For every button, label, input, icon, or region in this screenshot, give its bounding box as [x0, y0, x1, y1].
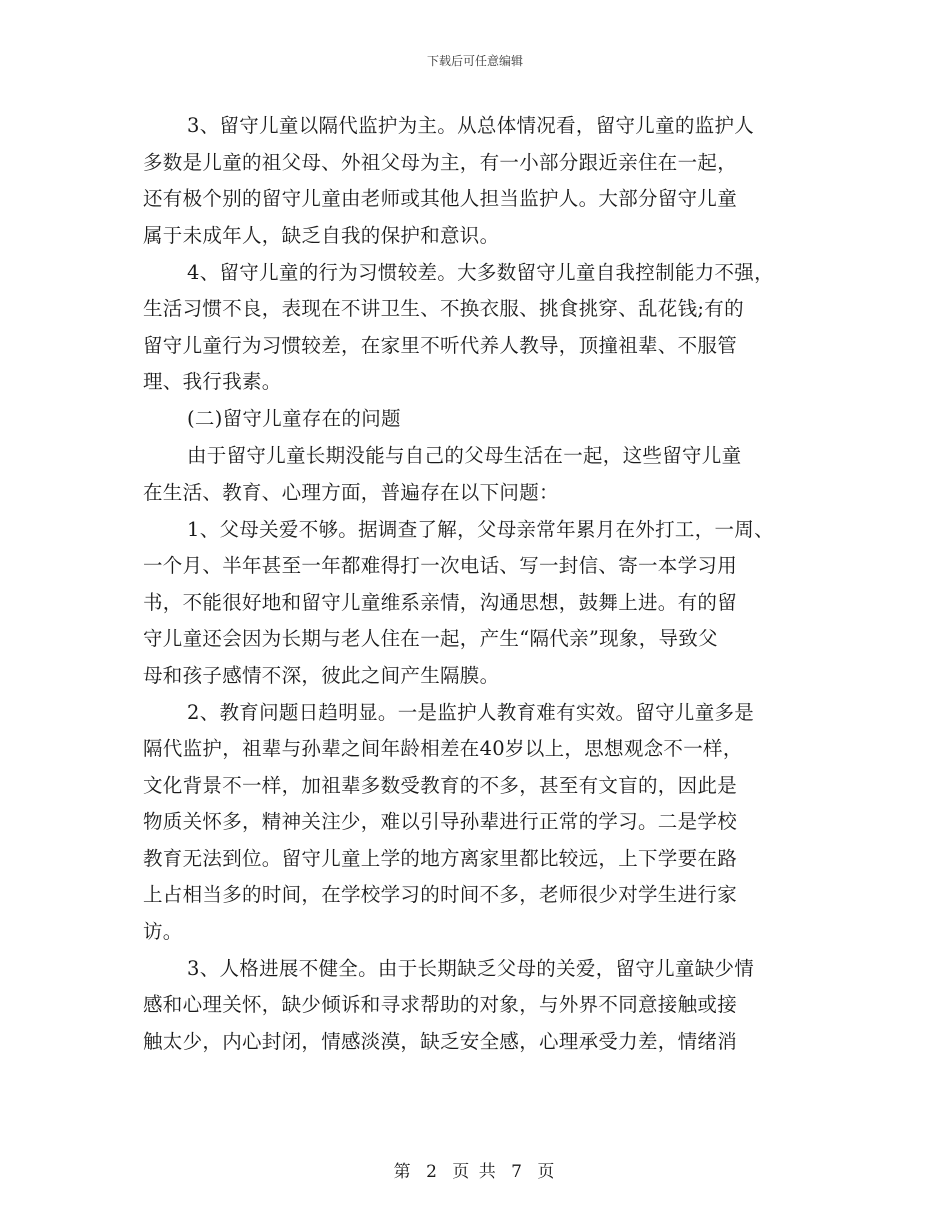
paragraph — [143, 951, 833, 1061]
paragraph — [143, 438, 833, 511]
text-line: 属于未成年人，缺乏自我的保护和意识。 — [143, 223, 500, 247]
text-line: 触太少，内心封闭，情感淡漠，缺乏安全感，心理承受力差，情绪消 — [143, 1029, 738, 1053]
text-line: 还有极个别的留守儿童由老师或其他人担当监护人。大部分留守儿童 — [143, 187, 738, 210]
text-line: 3、留守儿童以隔代监护为主。从总体情况看，留守儿童的监护人 — [187, 114, 755, 137]
text-line: 3、人格进展不健全。由于长期缺乏父母的关爱，留守儿童缺少情 — [187, 956, 755, 980]
text-line: 上占相当多的时间，在学校学习的时间不多，老师很少对学生进行家 — [143, 883, 738, 906]
page-label: 第 — [393, 1162, 413, 1182]
text-line: 教育无法到位。留守儿童上学的地方离家里都比较远，上下学要在路 — [143, 846, 738, 870]
text-line: 守儿童还会因为长期与老人住在一起，产生“隔代亲”现象，导致父 — [143, 627, 718, 650]
text-line: 生活习惯不良，表现在不讲卫生、不换衣服、挑食挑穿、乱花钱;有的 — [143, 297, 744, 320]
current-page-number: 2 — [426, 1162, 439, 1182]
total-pages-number: 7 — [511, 1162, 524, 1182]
text-line: 文化背景不一样，加祖辈多数受教育的不多，甚至有文盲的，因此是 — [143, 773, 738, 797]
page-end-label: 页 — [537, 1162, 557, 1182]
text-line: 理、我行我素。 — [143, 370, 282, 393]
document-body — [143, 108, 833, 1061]
text-line: 书，不能很好地和留守儿童维系亲情，沟通思想，鼓舞上进。有的留 — [143, 590, 738, 614]
text-line: 在生活、教育、心理方面，普遍存在以下问题： — [143, 480, 559, 504]
text-line: 感和心理关怀，缺少倾诉和寻求帮助的对象，与外界不同意接触或接 — [143, 993, 738, 1016]
text-line: 由于留守儿童长期没能与自己的父母生活在一起，这些留守儿童 — [187, 444, 742, 467]
text-line: 多数是儿童的祖父母、外祖父母为主，有一小部分跟近亲住在一起， — [143, 150, 738, 174]
page-of-label: 页 共 — [452, 1162, 498, 1182]
text-line: 一个月、半年甚至一年都难得打一次电话、写一封信、寄一本学习用 — [143, 554, 738, 577]
text-line: 1、父母关爱不够。据调查了解，父母亲常年累月在外打工，一周、 — [187, 517, 774, 541]
text-line: 4、留守儿童的行为习惯较差。大多数留守儿童自我控制能力不强， — [187, 260, 774, 284]
page-footer — [0, 1157, 950, 1182]
paragraph — [143, 512, 833, 695]
paragraph — [143, 255, 833, 401]
section-heading — [143, 401, 833, 438]
text-line: 母和孩子感情不深，彼此之间产生隔膜。 — [143, 663, 500, 687]
text-line: 留守儿童行为习惯较差，在家里不听代养人教导，顶撞祖辈、不服管 — [143, 333, 738, 357]
text-line: 访。 — [143, 919, 183, 943]
paragraph — [143, 695, 833, 951]
text-line: (二)留守儿童存在的问题 — [187, 407, 401, 430]
text-line: 隔代监护，祖辈与孙辈之间年龄相差在40岁以上，思想观念不一样， — [143, 737, 743, 760]
paragraph — [143, 108, 833, 254]
page-header: 下载后可任意编辑 — [426, 54, 523, 68]
text-line: 2、教育问题日趋明显。一是监护人教育难有实效。留守儿童多是 — [187, 700, 755, 724]
text-line: 物质关怀多，精神关注少，难以引导孙辈进行正常的学习。二是学校 — [143, 810, 738, 833]
